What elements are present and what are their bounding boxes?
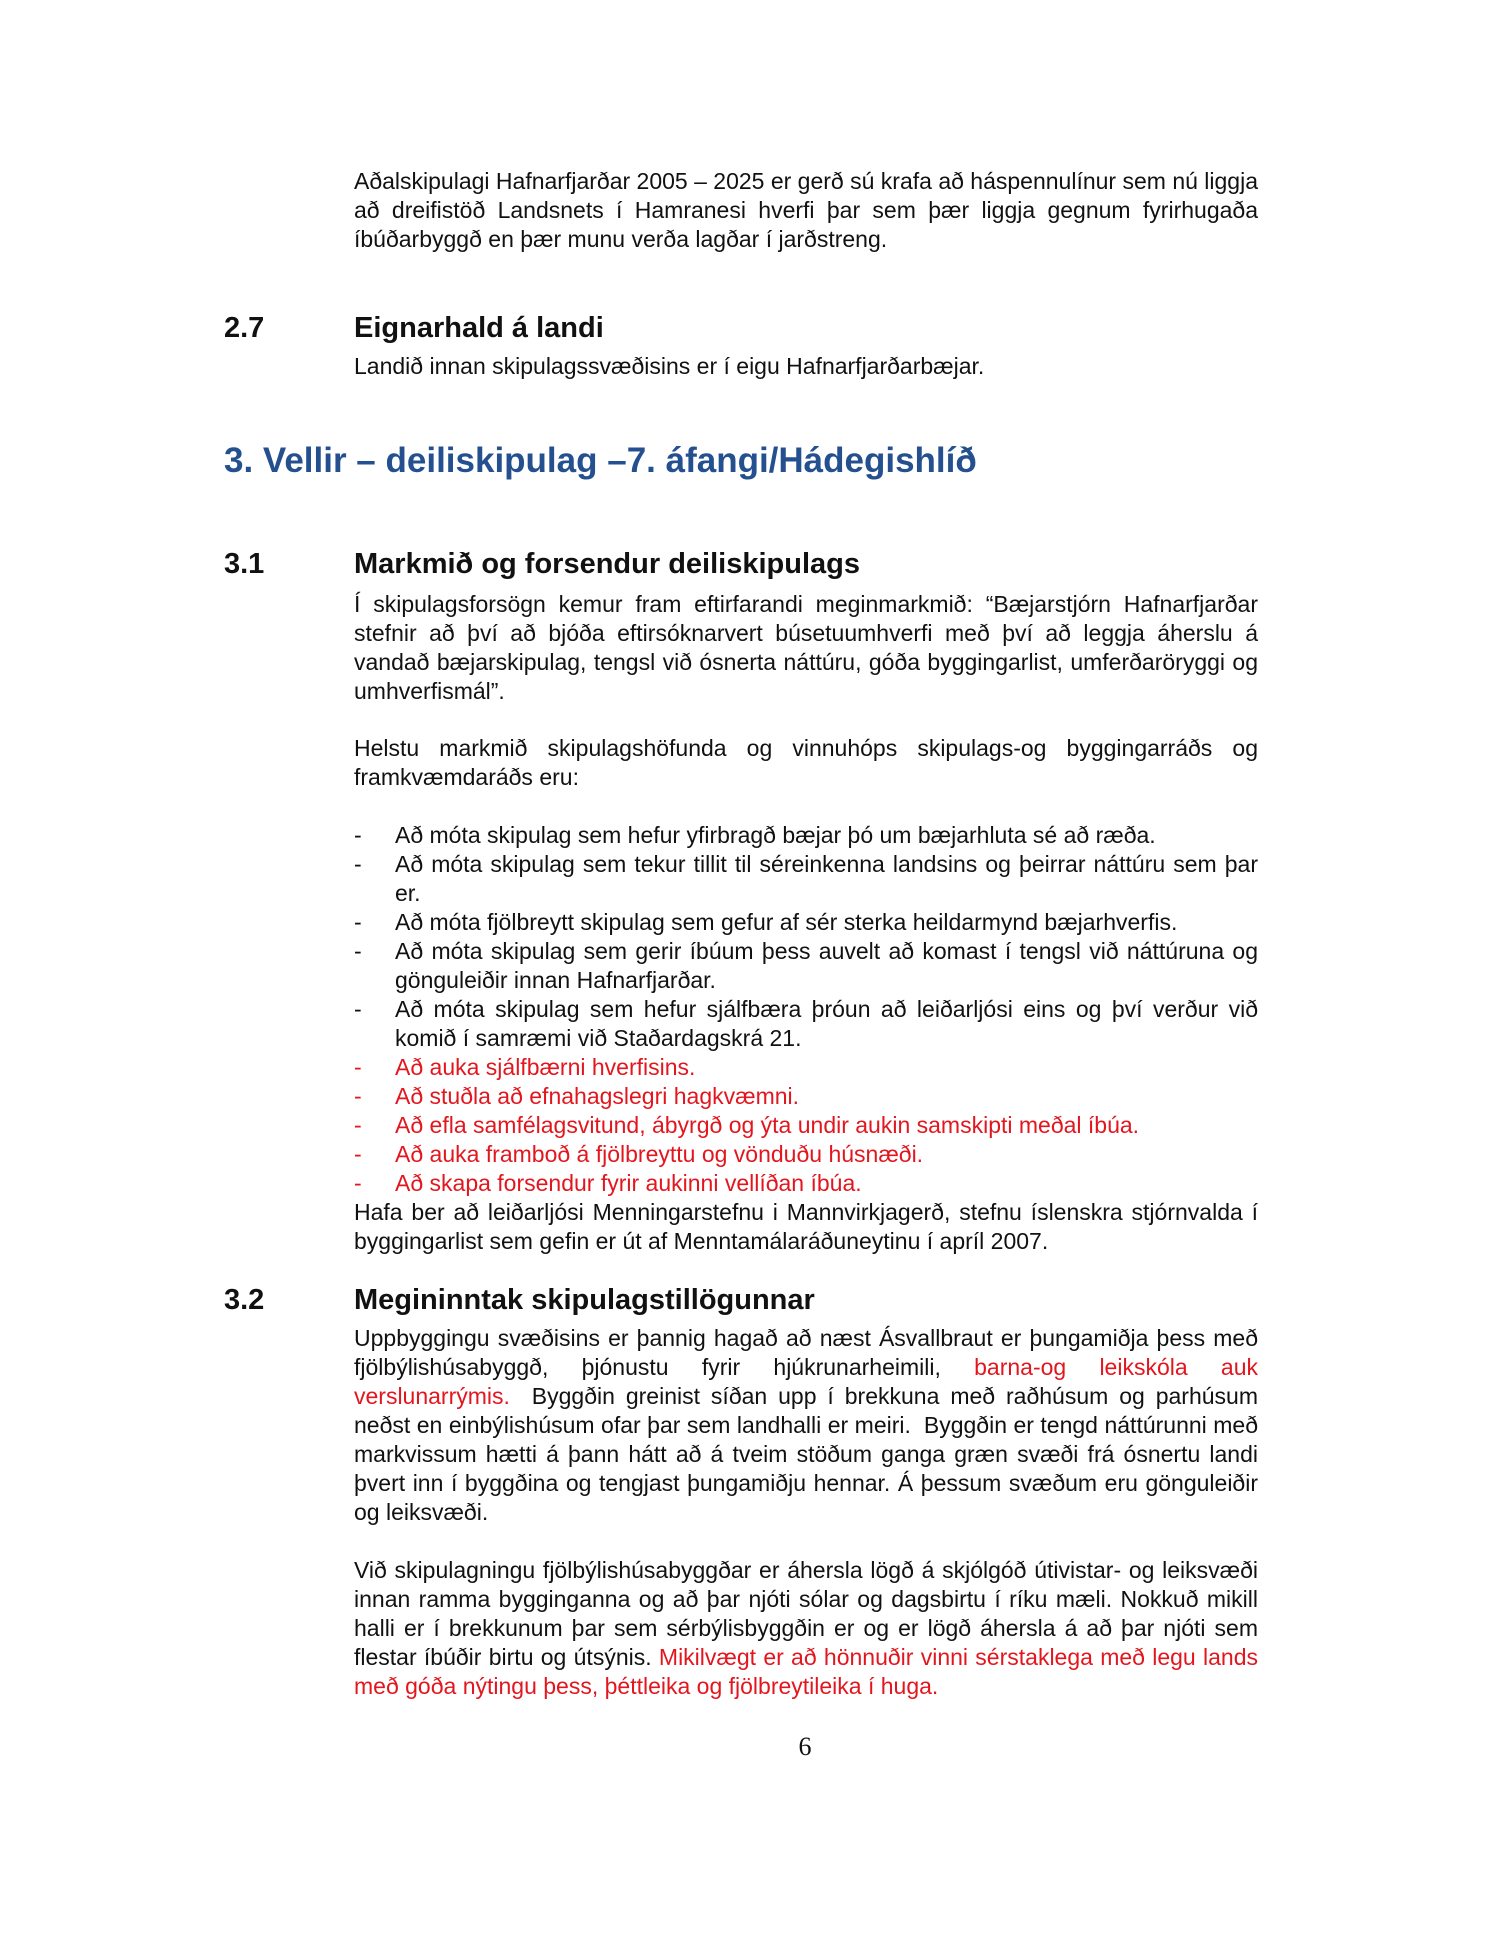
page-number: 6 [798,1732,812,1761]
goals-list [354,821,1258,1198]
list-item [354,1053,1258,1082]
highlighted-text: Mikilvægt er að hönnuðir vinni sérstaklega með legu lands með góða nýtingu þess, þéttleika og fjölbreytileika í huga. [354,1644,1258,1699]
paragraph-culture-policy: Hafa ber að leiðarljósi Menningarstefnu i Mannvirkjagerð, stefnu íslenskra stjórnvalda í byggingarlist sem gefin er út af Menntamálaráðuneytinu í apríl 2007. [354,1199,1258,1254]
list-item-text: Að skapa forsendur fyrir aukinni vellíðan íbúa. [395,1170,862,1196]
text-span: Við skipulagningu fjölbýlishúsabyggðar er áhersla lögð á skjólgóð útivistar- og leiksvæði innan ramma bygginganna og að þar njóti sólar og dagsbirtu í ríku mæli. Nokkuð mikill halli er í brekkunum þar sem sérbýlisbyggðin er og er lögð áhersla á að þar njóti sem flestar íbúðir birtu og útsýnis. [354,1557,1258,1670]
list-item [354,995,1258,1053]
section-title-3-1: Markmið og forsendur deiliskipulags [354,548,860,580]
list-item [354,1140,1258,1169]
list-item-text: Að auka sjálfbærni hverfisins. [395,1054,696,1080]
paragraph-development [354,1324,1265,1527]
text-span: Byggðin greinist síðan upp í brekkuna með raðhúsum og parhúsum neðst en einbýlishúsum ofar þar sem landhalli er meiri. Byggðin er tengd náttúrunni með markvissum hætti á þann hátt að á tveim stöðum ganga græn svæði frá ósnertu landi þvert inn í byggðina og tengjast þungamiðju hennar. Á þessum svæðum eru gönguleiðir og leiksvæði. [354,1383,1265,1525]
list-item [354,937,1258,995]
bullet-dash: - [354,1170,362,1196]
list-item [354,908,1258,937]
bullet-dash: - [354,1112,362,1138]
paragraph-land-ownership: Landið innan skipulagssvæðisins er í eigu Hafnarfjarðarbæjar. [354,353,985,379]
list-item-text: Að móta skipulag sem gerir íbúum þess auvelt að komast í tengsl við náttúruna og gönguleiðir innan Hafnarfjarðar. [395,938,1258,993]
highlighted-text: barna-og leikskóla auk verslunarrýmis. [354,1354,1258,1409]
list-item [354,850,1258,908]
bullet-dash: - [354,938,362,964]
list-item [354,821,1258,850]
bullet-dash: - [354,822,362,848]
bullet-dash: - [354,996,362,1022]
chapter-3-title: 3. Vellir – deiliskipulag –7. áfangi/Hádegishlíð [224,441,977,480]
list-item-text: Að móta fjölbreytt skipulag sem gefur af sér sterka heildarmynd bæjarhverfis. [395,909,1178,935]
section-number-3-1: 3.1 [224,548,265,580]
paragraph-hv-lines: Aðalskipulagi Hafnarfjarðar 2005 – 2025 er gerð sú krafa að háspennulínur sem nú liggja að dreifistöð Landsnets í Hamranesi hverfi þar sem þær liggja gegnum fyrirhugaða íbúðarbyggð en þær munu verða lagðar í jarðstreng. [354,168,1258,252]
paragraph-main-goal: Í skipulagsforsögn kemur fram eftirfarandi meginmarkmið: “Bæjarstjórn Hafnarfjarðar stefnir að því að bjóða eftirsóknarvert búsetuumhverfi með því að leggja áherslu á vandað bæjarskipulag, tengsl við ósnerta náttúru, góða byggingarlist, umferðaröryggi og umhverfismál”. [354,591,1258,704]
bullet-dash: - [354,1141,362,1167]
bullet-dash: - [354,1054,362,1080]
list-item-text: Að efla samfélagsvitund, ábyrgð og ýta undir aukin samskipti meðal íbúa. [395,1112,1140,1138]
section-title-2-7: Eignarhald á landi [354,312,604,344]
list-item [354,1169,1258,1198]
bullet-dash: - [354,1083,362,1109]
list-item-text: Að móta skipulag sem hefur sjálfbæra þróun að leiðarljósi eins og því verður við komið í samræmi við Staðardagskrá 21. [395,996,1258,1051]
bullet-dash: - [354,909,362,935]
section-title-3-2: Megininntak skipulagstillögunnar [354,1284,815,1316]
goals-block [354,821,1258,1256]
list-item [354,1082,1258,1111]
list-item-text: Að móta skipulag sem tekur tillit til séreinkenna landsins og þeirrar náttúru sem þar er. [395,851,1258,906]
list-item [354,1111,1258,1140]
list-item-text: Að stuðla að efnahagslegri hagkvæmni. [395,1083,800,1109]
paragraph-apartment-planning [354,1556,1258,1701]
bullet-dash: - [354,851,362,877]
list-item-text: Að auka framboð á fjölbreyttu og vönduðu húsnæði. [395,1141,924,1167]
section-number-2-7: 2.7 [224,312,265,344]
paragraph-goals-intro: Helstu markmið skipulagshöfunda og vinnuhóps skipulags-og byggingarráðs og framkvæmdaráðs eru: [354,735,1258,790]
text-span: Uppbyggingu svæðisins er þannig hagað að næst Ásvallbraut er þungamiðja þess með fjölbýlishúsabyggð, þjónustu fyrir hjúkrunarheimili, [354,1325,1258,1380]
section-number-3-2: 3.2 [224,1284,265,1316]
list-item-text: Að móta skipulag sem hefur yfirbragð bæjar þó um bæjarhluta sé að ræða. [395,822,1156,848]
